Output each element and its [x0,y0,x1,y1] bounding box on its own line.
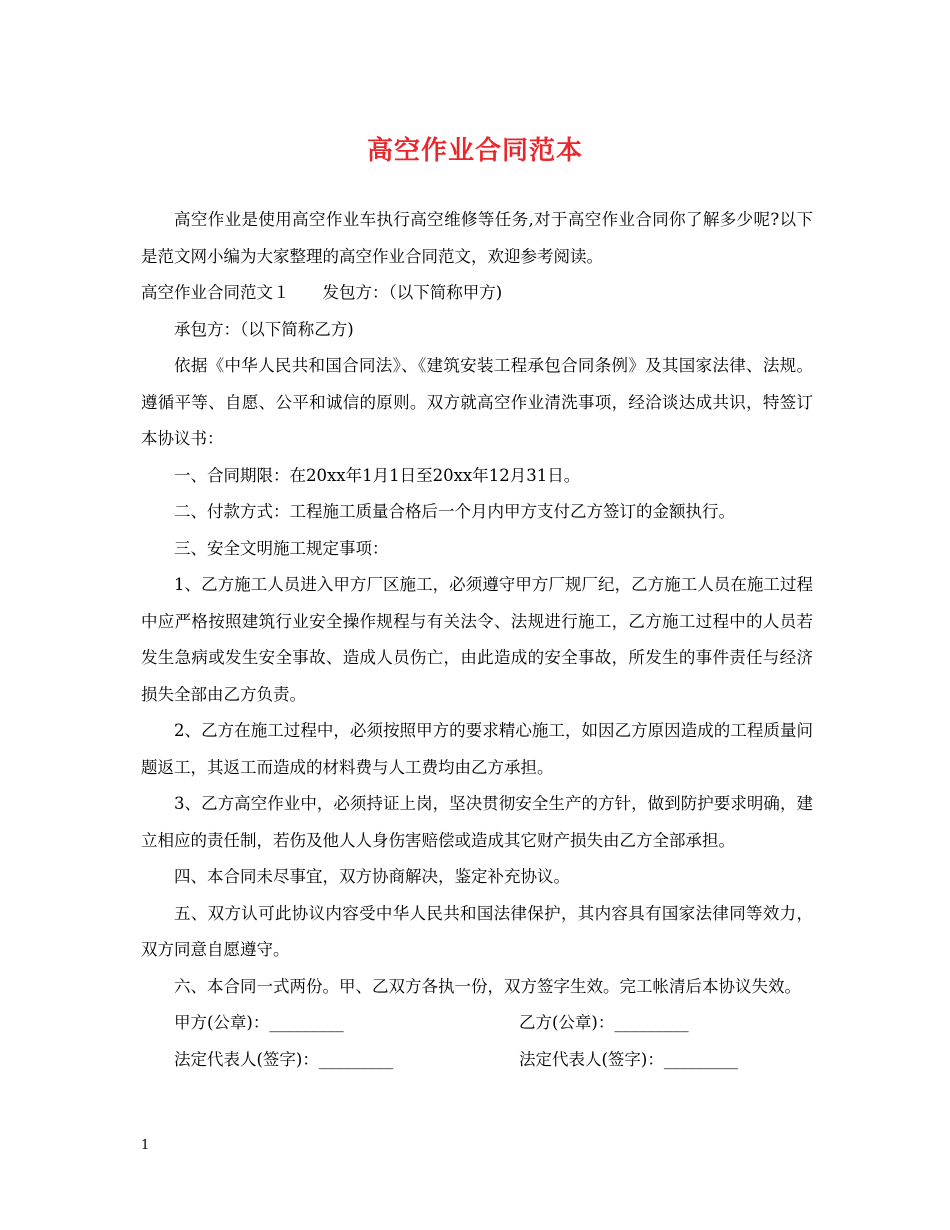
clause-term: 一、合同期限：在20xx年1月1日至20xx年12月31日。 [174,465,581,485]
intro-paragraph: 高空作业是使用高空作业车执行高空维修等任务,对于高空作业合同你了解多少呢?以下是范文网小编为大家整理的高空作业合同范文，欢迎参考阅读。 [141,210,813,266]
clause-other-matters: 四、本合同未尽事宜，双方协商解决，鉴定补充协议。 [174,867,570,886]
contractor-line: 承包方：（以下简称乙方) [174,319,354,339]
safety-item-1: 1、乙方施工人员进入甲方厂区施工，必须遵守甲方厂规厂纪，乙方施工人员在施工过程中应严格按照建筑行业安全操作规程与有关法令、法规进行施工，乙方施工过程中的人员若发生急病或发生安全事故、造成人员伤亡，由此造成的安全事故，所发生的事件责任与经济损失全部由乙方负责。 [141,575,813,704]
safety-item-2: 2、乙方在施工过程中，必须按照甲方的要求精心施工，如因乙方原因造成的工程质量问题返工，其返工而造成的材料费与人工费均由乙方承担。 [141,721,813,777]
party-a-seal: 甲方(公章)：_________ [174,1013,344,1032]
contract-heading-line: 高空作业合同范文１ 发包方：（以下简称甲方) [141,283,503,302]
page-number: 1 [141,1138,150,1153]
representative-row [141,1042,813,1079]
basis-paragraph: 依据《中华人民共和国合同法》、《建筑安装工程承包合同条例》及其国家法律、法规。遵循平等、自愿、公平和诚信的原则。双方就高空作业清洗事项，经洽谈达成共识，特签订本协议书： [141,356,813,448]
document-body [141,202,813,1078]
clause-safety-heading: 三、安全文明施工规定事项： [174,538,389,558]
clause-copies: 六、本合同一式两份。甲、乙双方各执一份，双方签字生效。完工帐清后本协议失效。 [174,976,801,996]
document-title: 高空作业合同范本 [366,136,583,166]
safety-item-3: 3、乙方高空作业中，必须持证上岗，坚决贯彻安全生产的方针，做到防护要求明确，建立相应的责任制，若伤及他人人身伤害赔偿或造成其它财产损失由乙方全部承担。 [141,794,813,850]
party-b-seal: 乙方(公章)：_________ [519,1013,689,1032]
party-b-representative: 法定代表人(签字)：_________ [519,1049,739,1069]
clause-payment: 二、付款方式：工程施工质量合格后一个月内甲方支付乙方签订的金额执行。 [174,502,735,521]
seal-row [141,1005,813,1042]
party-a-representative: 法定代表人(签字)：_________ [174,1049,394,1069]
clause-legal-effect: 五、双方认可此协议内容受中华人民共和国法律保护，其内容具有国家法律同等效力，双方同意自愿遵守。 [141,903,813,959]
